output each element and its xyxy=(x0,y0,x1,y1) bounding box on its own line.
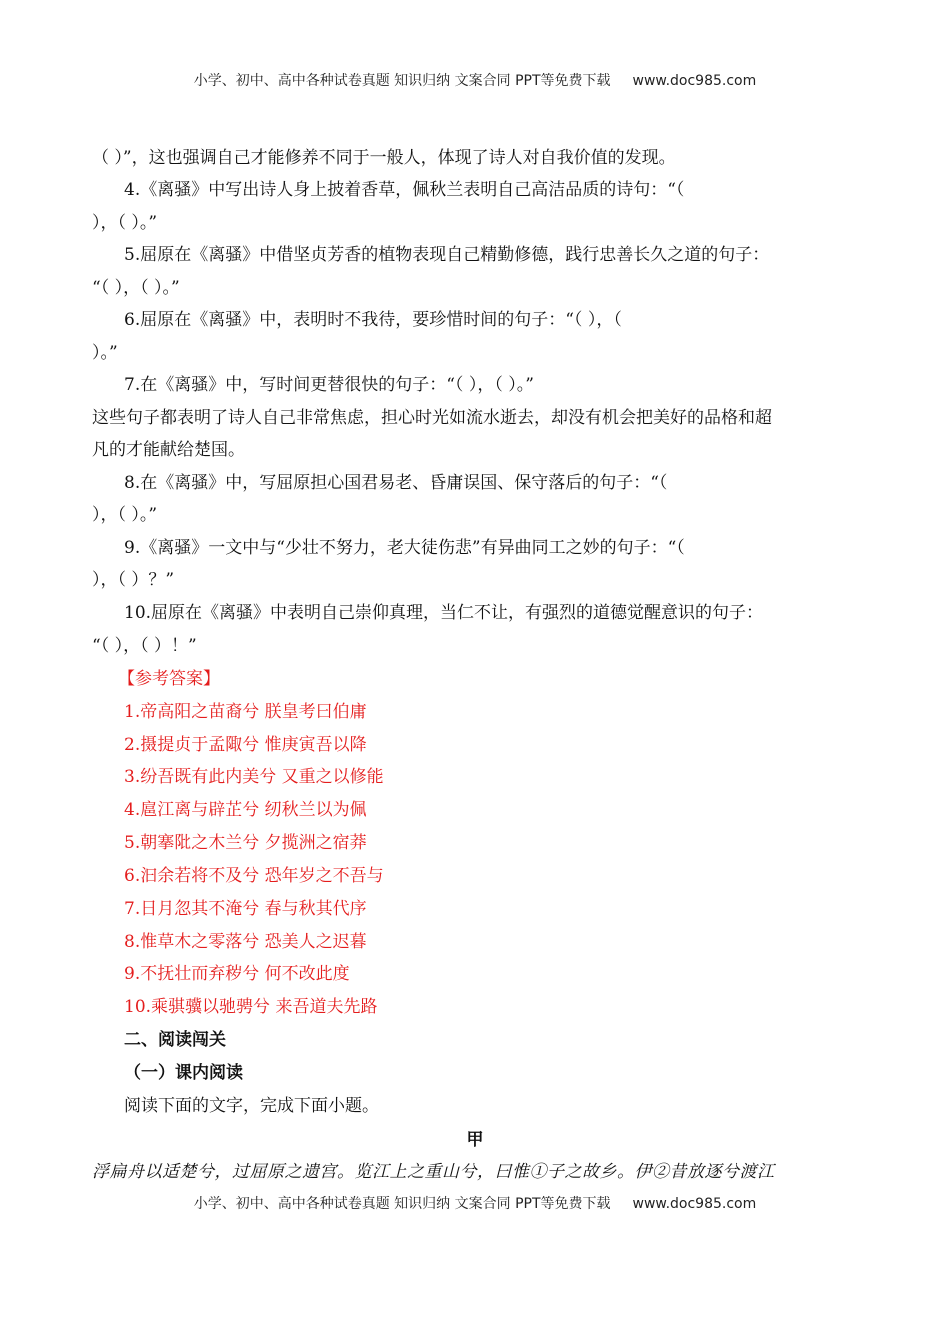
question-3-continued: （ ）”，这也强调自己才能修养不同于一般人，体现了诗人对自我价值的发现。 xyxy=(92,148,676,168)
question-5-line-2: “（ ），（ ）。” xyxy=(92,278,180,298)
answer-item: 8.惟草木之零落兮 恐美人之迟暮 xyxy=(124,932,367,952)
page-footer xyxy=(0,1193,950,1213)
footer-text: 小学、初中、高中各种试卷真题 知识归纳 文案合同 PPT等免费下载 xyxy=(193,1196,611,1212)
answer-item: 5.朝搴阰之木兰兮 夕揽洲之宿莽 xyxy=(124,833,367,853)
reading-instruction: 阅读下面的文字，完成下面小题。 xyxy=(124,1096,379,1116)
answers-title: 【参考答案】 xyxy=(118,669,220,689)
footer-url[interactable]: www.doc985.com xyxy=(632,1196,757,1212)
header-url[interactable]: www.doc985.com xyxy=(632,73,757,89)
answer-item: 9.不抚壮而弃秽兮 何不改此度 xyxy=(124,964,350,984)
question-5-line-1: 5.屈原在《离骚》中借坚贞芳香的植物表现自己精勤修德，践行忠善长久之道的句子： xyxy=(124,245,770,265)
question-10-line-1: 10.屈原在《离骚》中表明自己崇仰真理，当仁不让，有强烈的道德觉醒意识的句子： xyxy=(124,603,764,623)
header-text: 小学、初中、高中各种试卷真题 知识归纳 文案合同 PPT等免费下载 xyxy=(193,73,611,89)
question-6-line-2: ）。” xyxy=(92,343,118,363)
question-6-line-1: 6.屈原在《离骚》中，表明时不我待，要珍惜时间的句子：“（ ），（ xyxy=(124,310,622,330)
question-8-line-2: ），（ ）。” xyxy=(92,505,158,525)
answer-item: 7.日月忽其不淹兮 春与秋其代序 xyxy=(124,899,367,919)
answer-item: 10.乘骐骥以驰骋兮 来吾道夫先路 xyxy=(124,997,378,1017)
question-10-line-2: “（ ），（ ）！” xyxy=(92,636,197,656)
question-7-line-1: 7.在《离骚》中，写时间更替很快的句子：“（ ），（ ）。” xyxy=(124,375,534,395)
question-4-line-1: 4.《离骚》中写出诗人身上披着香草，佩秋兰表明自己高洁品质的诗句：“（ xyxy=(124,180,685,200)
question-4-line-2: ），（ ）。” xyxy=(92,213,158,233)
section-title: 二、阅读闯关 xyxy=(124,1030,226,1050)
question-8-line-1: 8.在《离骚》中，写屈原担心国君易老、昏庸误国、保守落后的句子：“（ xyxy=(124,473,668,493)
page-header xyxy=(0,70,950,90)
answer-item: 1.帝高阳之苗裔兮 朕皇考曰伯庸 xyxy=(124,702,367,722)
answer-item: 6.汩余若将不及兮 恐年岁之不吾与 xyxy=(124,866,384,886)
passage-title: 甲 xyxy=(466,1130,484,1150)
question-7-line-2: 这些句子都表明了诗人自己非常焦虑，担心时光如流水逝去，却没有机会把美好的品格和超 xyxy=(92,408,772,428)
passage-line: 浮扁舟以适楚兮，过屈原之遗宫。览江上之重山兮，曰惟①子之故乡。伊②昔放逐兮渡江 xyxy=(92,1162,775,1182)
answer-item: 4.扈江离与辟芷兮 纫秋兰以为佩 xyxy=(124,800,367,820)
answer-item: 3.纷吾既有此内美兮 又重之以修能 xyxy=(124,767,384,787)
subsection-title: （一）课内阅读 xyxy=(124,1063,243,1083)
question-9-line-1: 9.《离骚》一文中与“少壮不努力，老大徒伤悲”有异曲同工之妙的句子：“（ xyxy=(124,538,685,558)
question-7-line-3: 凡的才能献给楚国。 xyxy=(92,440,245,460)
question-9-line-2: ），（ ）？” xyxy=(92,570,175,590)
answer-item: 2.摄提贞于孟陬兮 惟庚寅吾以降 xyxy=(124,735,367,755)
